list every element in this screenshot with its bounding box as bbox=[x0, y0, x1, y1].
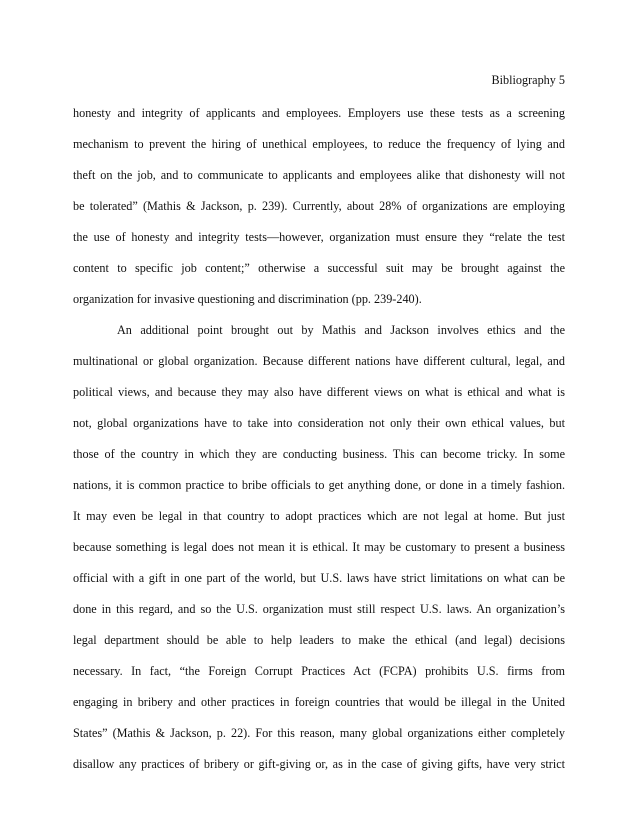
text-line: be tolerated” (Mathis & Jackson, p. 239). Currently, about 28% of organizations are employing bbox=[73, 199, 565, 213]
text-line: organization for invasive questioning and discrimination (pp. 239-240). bbox=[73, 292, 422, 306]
text-line: content to specific job content;” otherwise a successful suit may be brought against the bbox=[73, 261, 565, 275]
text-line: because something is legal does not mean it is ethical. It may be customary to present a business bbox=[73, 540, 565, 554]
text-line: multinational or global organization. Because different nations have different cultural, legal, and bbox=[73, 354, 565, 368]
text-line: done in this regard, and so the U.S. organization must still respect U.S. laws. An organization’s bbox=[73, 602, 565, 616]
text-line: theft on the job, and to communicate to applicants and employees alike that dishonesty will not bbox=[73, 168, 565, 182]
text-line: political views, and because they may also have different views on what is ethical and what is bbox=[73, 385, 565, 399]
text-line: nations, it is common practice to bribe officials to get anything done, or done in a timely fashion. bbox=[73, 478, 565, 492]
running-head: Bibliography 5 bbox=[491, 73, 565, 87]
text-line: States” (Mathis & Jackson, p. 22). For this reason, many global organizations either completely bbox=[73, 726, 565, 740]
text-line: engaging in bribery and other practices in foreign countries that would be illegal in the United bbox=[73, 695, 565, 709]
text-line: It may even be legal in that country to adopt practices which are not legal at home. But just bbox=[73, 509, 565, 523]
paragraph-2 bbox=[73, 315, 565, 780]
text-line: official with a gift in one part of the world, but U.S. laws have strict limitations on what can be bbox=[73, 571, 565, 585]
text-line: mechanism to prevent the hiring of unethical employees, to reduce the frequency of lying and bbox=[73, 137, 565, 151]
text-line: legal department should be able to help leaders to make the ethical (and legal) decisions bbox=[73, 633, 565, 647]
text-line: honesty and integrity of applicants and employees. Employers use these tests as a screening bbox=[73, 106, 565, 120]
text-line: necessary. In fact, “the Foreign Corrupt Practices Act (FCPA) prohibits U.S. firms from bbox=[73, 664, 565, 678]
text-line: An additional point brought out by Mathis and Jackson involves ethics and the bbox=[117, 323, 565, 337]
text-line: those of the country in which they are conducting business. This can become tricky. In some bbox=[73, 447, 565, 461]
body-text bbox=[73, 98, 565, 780]
text-line: the use of honesty and integrity tests—however, organization must ensure they “relate the test bbox=[73, 230, 565, 244]
text-line: disallow any practices of bribery or gift-giving or, as in the case of giving gifts, have very strict bbox=[73, 757, 565, 771]
text-line: not, global organizations have to take into consideration not only their own ethical values, but bbox=[73, 416, 565, 430]
paragraph-1 bbox=[73, 98, 565, 315]
